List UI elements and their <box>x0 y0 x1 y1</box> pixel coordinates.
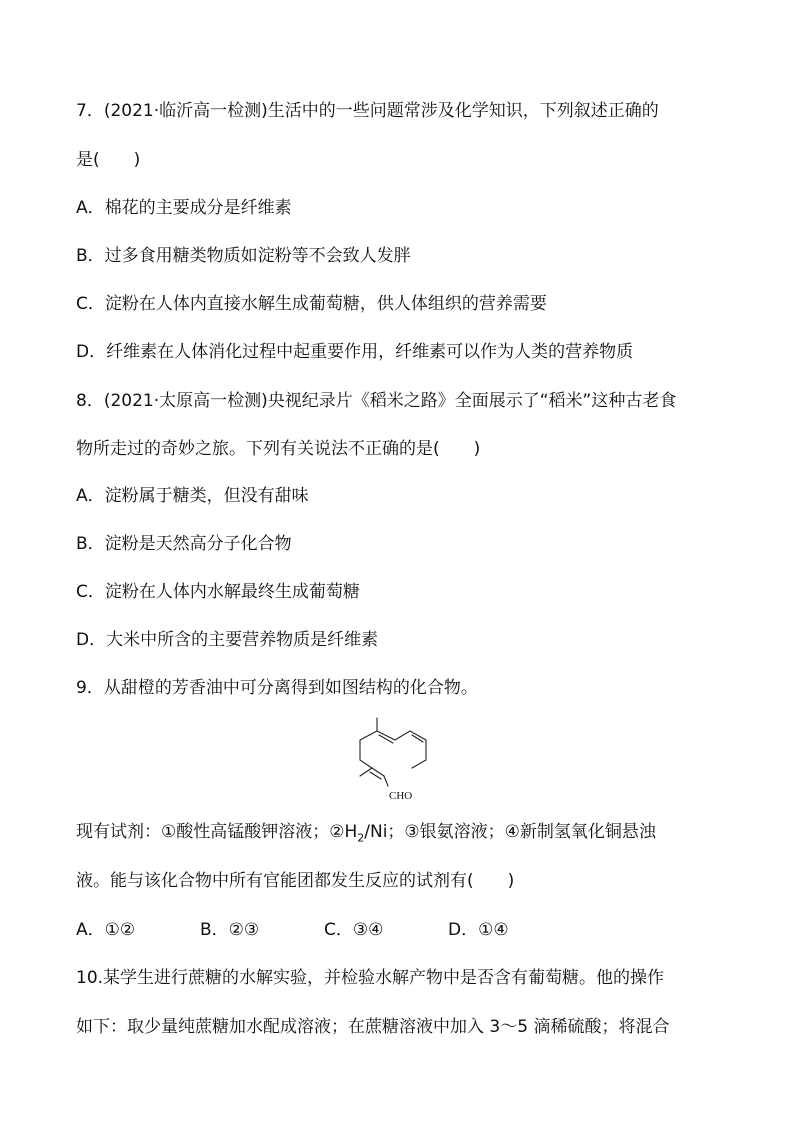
q7-option-a: A．棉花的主要成分是纤维素 <box>76 198 292 218</box>
molecular-structure-diagram <box>348 716 428 792</box>
q9-reagents-suffix: /Ni；③银氨溶液；④新制氢氧化铜悬浊 <box>364 822 656 842</box>
q7-option-b: B．过多食用糖类物质如淀粉等不会致人发胖 <box>76 246 411 266</box>
q8-option-b: B．淀粉是天然高分子化合物 <box>76 534 292 554</box>
q9-option-c: C．③④ <box>324 920 384 940</box>
q9-option-b: B．②③ <box>200 920 260 940</box>
q9-option-d: D．①④ <box>448 920 509 940</box>
q10-stem-line2: 如下：取少量纯蔗糖加水配成溶液；在蔗糖溶液中加入 3～5 滴稀硫酸；将混合 <box>76 1017 670 1037</box>
q7-stem-line2: 是( ) <box>76 150 141 170</box>
q10-stem-line1: 10.某学生进行蔗糖的水解实验，并检验水解产物中是否含有葡萄糖。他的操作 <box>76 968 665 988</box>
q9-option-a: A．①② <box>76 920 136 940</box>
q9-stem: 9．从甜橙的芳香油中可分离得到如图结构的化合物。 <box>76 678 478 698</box>
q8-stem-line2: 物所走过的奇妙之旅。下列有关说法不正确的是( ) <box>76 439 481 459</box>
q7-stem-line1: 7．(2021·临沂高一检测)生活中的一些问题常涉及化学知识，下列叙述正确的 <box>76 101 659 121</box>
q9-reagents-line <box>76 820 656 850</box>
q8-option-a: A．淀粉属于糖类，但没有甜味 <box>76 486 309 506</box>
structure-aldehyde-label: CHO <box>389 790 413 802</box>
q9-stem-line3: 液。能与该化合物中所有官能团都发生反应的试剂有( ) <box>76 871 515 891</box>
q8-option-c: C．淀粉在人体内水解最终生成葡萄糖 <box>76 582 360 602</box>
q7-option-c: C．淀粉在人体内直接水解生成葡萄糖，供人体组织的营养需要 <box>76 294 547 314</box>
q7-option-d: D．纤维素在人体消化过程中起重要作用，纤维素可以作为人类的营养物质 <box>76 342 634 362</box>
q9-reagents-prefix: 现有试剂：①酸性高锰酸钾溶液；②H <box>76 822 358 842</box>
q9-reagents-subscript: 2 <box>357 831 365 845</box>
q8-option-d: D．大米中所含的主要营养物质是纤维素 <box>76 630 379 650</box>
q8-stem-line1: 8．(2021·太原高一检测)央视纪录片《稻米之路》全面展示了“稻米”这种古老食 <box>76 391 677 411</box>
